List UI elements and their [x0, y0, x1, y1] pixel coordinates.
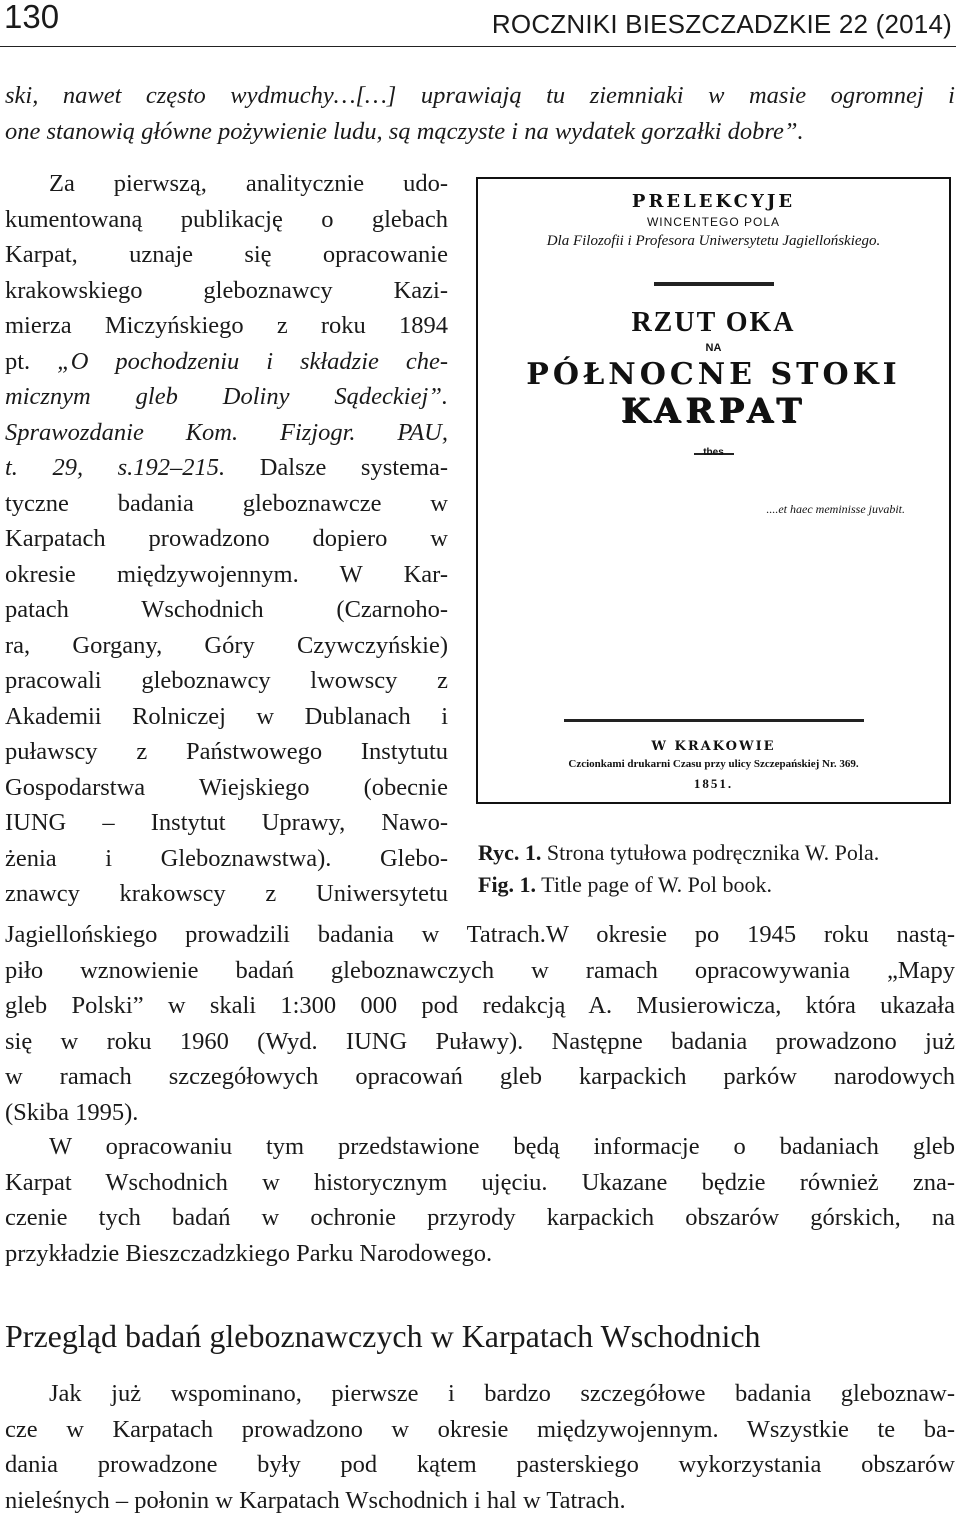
text-line: czenie tych badań w ochronie przyrody karpackich obszarów górskich, na: [5, 1200, 955, 1236]
figure-na: NA: [478, 342, 949, 354]
figure-author-line: WINCENTEGO POLA: [478, 215, 949, 229]
text-span: pracowali gleboznawcy lwowscy z: [5, 667, 448, 694]
title-page-figure: [476, 177, 951, 804]
text-line: piło wznowienie badań gleboznawczych w ramach opracowywania „Mapy: [5, 953, 955, 989]
text-line: [5, 734, 448, 770]
text-span: Karpat, uznaje się opracowanie: [5, 241, 448, 268]
text-line: nieleśnych – połonin w Karpatach Wschodnich i hal w Tatrach.: [5, 1483, 955, 1518]
figure-small-word: tbes: [478, 447, 949, 458]
text-line: [5, 841, 448, 877]
text-line: Karpat Wschodnich w historycznym ujęciu. Ukazane będzie również zna-: [5, 1165, 955, 1201]
text-line: dania prowadzone były pod kątem pasterskiego wykorzystania obszarów: [5, 1447, 955, 1483]
text-line: [5, 308, 448, 344]
text-line: się w roku 1960 (Wyd. IUNG Puławy). Następne badania prowadzono już: [5, 1024, 955, 1060]
caption-text: Strona tytułowa podręcznika W. Pola.: [547, 840, 879, 865]
text-line: [5, 166, 448, 202]
text-line: [5, 450, 448, 486]
text-line: [5, 521, 448, 557]
text-line: [5, 628, 448, 664]
left-column-text: [5, 166, 448, 912]
text-line: [5, 202, 448, 238]
text-span: Za pierwszą, analitycznie udo-: [49, 170, 448, 197]
text-line: [5, 592, 448, 628]
text-line: cze w Karpatach prowadzono w okresie międzywojennym. Wszystkie te ba-: [5, 1412, 955, 1448]
text-span: znawcy krakowscy z Uniwersytetu: [5, 880, 448, 907]
text-line: [5, 379, 448, 415]
text-line: [5, 663, 448, 699]
text-span: pt.: [5, 348, 30, 375]
text-span: Sprawozdanie Kom. Fizjogr. PAU,: [5, 419, 448, 446]
text-span: puławscy z Państwowego Instytutu: [5, 738, 448, 765]
text-span: patach Wschodnich (Czarnoho-: [5, 596, 448, 623]
text-span: okresie międzywojennym. W Kar-: [5, 561, 448, 588]
caption-text: Title page of W. Pol book.: [541, 872, 772, 897]
figure-title-line: PRELEKCYJE: [478, 191, 949, 212]
text-line: [5, 415, 448, 451]
figure-karpat: KARPAT: [478, 391, 949, 431]
text-line: [5, 557, 448, 593]
text-line: w ramach szczegółowych opracowań gleb karpackich parków narodowych: [5, 1059, 955, 1095]
figure-place: W KRAKOWIE: [478, 739, 949, 754]
text-span: mierza Miczyńskiego z roku 1894: [5, 312, 448, 339]
text-span: micznym gleb Doliny Sądeckiej”.: [5, 383, 448, 410]
paragraph: [5, 917, 955, 1130]
text-span: krakowskiego gleboznawcy Kazi-: [5, 277, 448, 304]
text-span: tyczne badania gleboznawcze w: [5, 490, 448, 517]
paragraph: [5, 1129, 955, 1271]
text-span: ra, Gorgany, Góry Czywczyńskie): [5, 632, 448, 659]
figure-motto: ....et haec meminisse juvabit.: [766, 502, 905, 517]
figure-dedication-line: Dla Filozofii i Profesora Uniwersytetu Jagiellońskiego.: [478, 233, 949, 250]
quote-line: ski, nawet często wydmuchy…[…] uprawiają tu ziemniaki w masie ogromnej i: [5, 78, 955, 114]
text-line: [5, 699, 448, 735]
text-line: [5, 805, 448, 841]
text-line: Jak już wspominano, pierwsze i bardzo szczegółowe badania gleboznaw-: [5, 1376, 955, 1412]
running-header: [0, 0, 956, 47]
text-line: [5, 770, 448, 806]
quote-line: one stanowią główne pożywienie ludu, są mączyste i na wydatek gorzałki dobre”.: [5, 114, 955, 150]
text-span: „O pochodzeniu i składzie che-: [30, 348, 448, 375]
text-span: Karpatach prowadzono dopiero w: [5, 525, 448, 552]
text-line: [5, 273, 448, 309]
journal-title: ROCZNIKI BIESZCZADZKIE 22 (2014): [492, 9, 952, 40]
page-number: 130: [4, 0, 59, 36]
text-span: Dalsze systema-: [225, 454, 448, 481]
ornament-divider: [654, 282, 774, 286]
text-span: żenia i Gleboznawstwa). Glebo-: [5, 845, 448, 872]
text-line: gleb Polski” w skali 1:300 000 pod redakcją A. Musierowicza, która ukazała: [5, 988, 955, 1024]
paragraph: [5, 1376, 955, 1518]
caption-label: Fig. 1.: [478, 872, 536, 897]
text-span: kumentowaną publikację o glebach: [5, 206, 448, 233]
quote-block: [5, 78, 955, 149]
text-line: (Skiba 1995).: [5, 1095, 955, 1131]
figure-printer: Czcionkami drukarni Czasu przy ulicy Szczepańskiej Nr. 369.: [478, 758, 949, 770]
figure-main-title: RZUT OKA: [478, 307, 949, 339]
text-line: [5, 486, 448, 522]
text-span: IUNG – Instytut Uprawy, Nawo-: [5, 809, 448, 836]
text-line: [5, 237, 448, 273]
text-line: W opracowaniu tym przedstawione będą informacje o badaniach gleb: [5, 1129, 955, 1165]
text-line: [5, 876, 448, 912]
ornament-divider: [564, 719, 864, 722]
text-span: t. 29, s.192–215.: [5, 454, 225, 481]
text-line: [5, 344, 448, 380]
figure-year: 1851.: [478, 776, 949, 792]
figure-subtitle: PÓŁNOCNE STOKI: [478, 357, 949, 392]
caption-label: Ryc. 1.: [478, 840, 541, 865]
figure-caption-pl: [478, 836, 879, 869]
text-span: Gospodarstwa Wiejskiego (obecnie: [5, 774, 448, 801]
figure-caption-en: [478, 868, 772, 901]
text-span: Akademii Rolniczej w Dublanach i: [5, 703, 448, 730]
text-line: przykładzie Bieszczadzkiego Parku Narodowego.: [5, 1236, 955, 1272]
text-line: Jagiellońskiego prowadzili badania w Tatrach.W okresie po 1945 roku nastą-: [5, 917, 955, 953]
section-heading: Przegląd badań gleboznawczych w Karpatach Wschodnich: [5, 1318, 761, 1355]
